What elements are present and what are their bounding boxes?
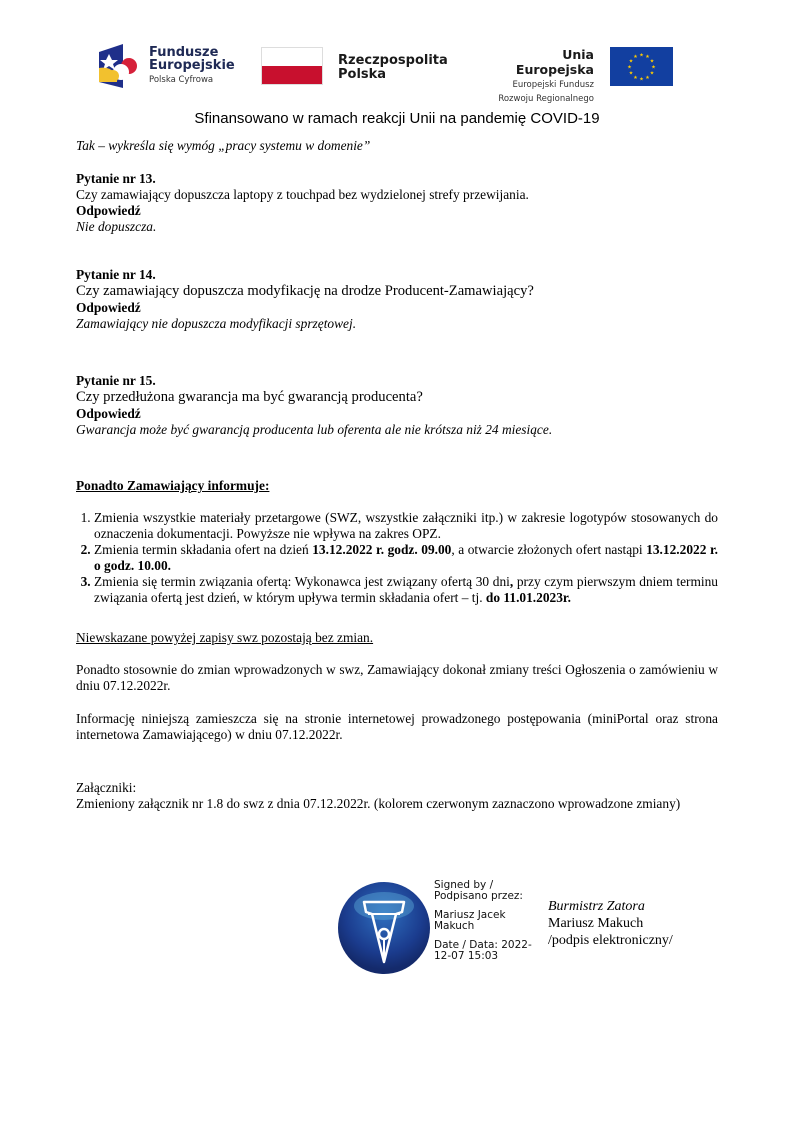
svg-text:★: ★ xyxy=(639,76,644,83)
fundusze-europejskie-text xyxy=(149,46,235,85)
signature-note: /podpis elektroniczny/ xyxy=(548,933,673,948)
answer-label: Odpowiedź xyxy=(76,300,141,315)
logo-line: Europejskie xyxy=(149,58,235,73)
signature-metadata xyxy=(434,880,534,970)
logo-subline: Rozwoju Regionalnego xyxy=(498,93,594,104)
info-item-1: 1. Zmienia wszystkie materiały przetargowe (SWZ, wszystkie załączniki itp.) w zakresie logotypów stosowanych do oznaczenia dokumentacji. Powyższe nie wpływa na zakres OPZ. xyxy=(94,510,718,542)
attachments-label: Załączniki: xyxy=(76,780,137,795)
signed-by-label: Signed by / Podpisano przez: xyxy=(434,879,523,902)
svg-text:★: ★ xyxy=(645,54,650,60)
svg-text:★: ★ xyxy=(651,64,656,71)
svg-text:★: ★ xyxy=(628,58,634,65)
svg-text:★: ★ xyxy=(645,75,650,81)
attachments-section xyxy=(76,780,718,812)
paragraph-publication-info: Informację niniejszą zamieszcza się na stronie internetowej prowadzonego postępowania (miniPortal oraz strona internetowa Zamawiającego) w dniu 07.12.2022r. xyxy=(76,711,718,742)
question-text: Czy zamawiający dopuszcza laptopy z touchpad bez wydzielonej strefy przewijania. xyxy=(76,187,529,202)
signatory-block xyxy=(548,898,673,949)
signature-date: Date / Data: 2022-12-07 15:03 xyxy=(434,939,532,962)
svg-text:★: ★ xyxy=(633,54,638,60)
question-14 xyxy=(76,267,718,332)
fundusze-europejskie-logo-icon xyxy=(95,42,145,90)
logo-line: Fundusze xyxy=(149,45,219,60)
unchanged-note: Niewskazane powyżej zapisy swz pozostają bez zmian. xyxy=(76,630,374,645)
logo-subline: Europejski Fundusz xyxy=(512,80,594,90)
answer-text: Zamawiający nie dopuszcza modyfikacji sprzętowej. xyxy=(76,316,357,331)
signatory-name: Mariusz Makuch xyxy=(548,916,644,931)
svg-text:★: ★ xyxy=(649,58,655,65)
answer-label: Odpowiedź xyxy=(76,406,141,421)
paragraph-announcement-change: Ponadto stosownie do zmian wprowadzonych w swz, Zamawiający dokonał zmiany treści Ogłoszenia o zamówieniu w dniu 07.12.2022r. xyxy=(76,662,718,693)
answer-label: Odpowiedź xyxy=(76,203,141,218)
svg-text:★: ★ xyxy=(627,64,632,71)
question-title: Pytanie nr 15. xyxy=(76,373,156,388)
unia-europejska-text xyxy=(483,47,594,104)
question-13 xyxy=(76,171,718,235)
signer-name: Mariusz Jacek Makuch xyxy=(434,909,506,932)
logo-line: Rzeczpospolita xyxy=(338,53,448,68)
funding-statement: Sfinansowano w ramach reakcji Unii na pandemię COVID-19 xyxy=(194,110,600,127)
question-15 xyxy=(76,373,718,438)
info-item-2: 2. Zmienia termin składania ofert na dzień 13.12.2022 r. godz. 09.00, a otwarcie złożonych ofert nastąpi 13.12.2022 r. o godz. 10.00. xyxy=(94,542,718,574)
eu-flag-icon xyxy=(610,47,673,86)
logo-line: Polska xyxy=(338,66,387,82)
signatory-role: Burmistrz Zatora xyxy=(548,899,645,914)
svg-text:★: ★ xyxy=(633,75,638,81)
svg-text:★: ★ xyxy=(639,52,644,59)
question-text: Czy zamawiający dopuszcza modyfikację na drodze Producent-Zamawiający? xyxy=(76,283,534,299)
info-list xyxy=(76,510,718,606)
attachment-item[interactable]: Zmieniony załącznik nr 1.8 do swz z dnia 07.12.2022r. (kolorem czerwonym zaznaczono wprowadzone zmiany) xyxy=(76,796,681,811)
svg-text:★: ★ xyxy=(628,70,634,77)
question-title: Pytanie nr 14. xyxy=(76,267,156,282)
answer-text: Nie dopuszcza. xyxy=(76,219,157,234)
logo-line: Unia Europejska xyxy=(515,47,594,77)
intro-answer: Tak – wykreśla się wymóg „pracy systemu w domenie” xyxy=(76,138,371,153)
logo-subline: Polska Cyfrowa xyxy=(149,75,214,85)
fountain-pen-signature-icon xyxy=(336,880,432,976)
svg-text:★: ★ xyxy=(649,70,655,77)
info-heading: Ponadto Zamawiający informuje: xyxy=(76,478,270,493)
answer-text: Gwarancja może być gwarancją producenta lub oferenta ale nie krótsza niż 24 miesiące. xyxy=(76,422,553,437)
poland-flag-icon xyxy=(261,47,323,85)
rzeczpospolita-polska-text xyxy=(338,54,448,81)
info-item-3: 3. Zmienia się termin związania ofertą: Wykonawca jest związany ofertą 30 dni, przy czym pierwszym dniem terminu związania ofertą jest dzień, w którym upływa termin składania ofert – tj. do 11.01.2023r. xyxy=(94,574,718,606)
question-title: Pytanie nr 13. xyxy=(76,171,156,186)
question-text: Czy przedłużona gwarancja ma być gwarancją producenta? xyxy=(76,389,423,405)
